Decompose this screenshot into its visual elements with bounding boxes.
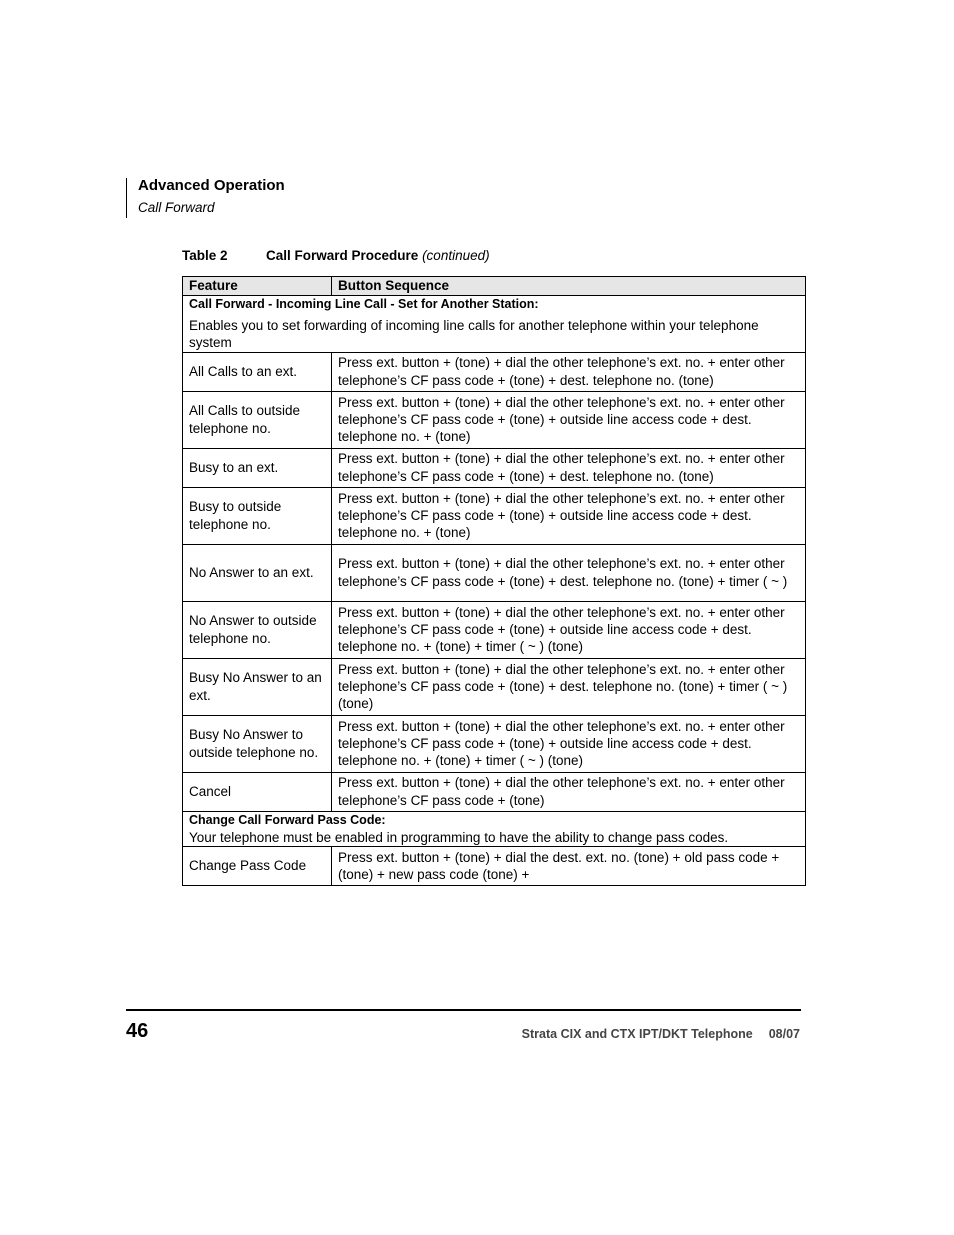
feature-cell: Busy to an ext. — [183, 448, 332, 487]
table-row — [183, 391, 806, 448]
feature-cell: All Calls to outside telephone no. — [183, 391, 332, 448]
table-row — [183, 772, 806, 811]
column-header-feature: Feature — [183, 277, 332, 296]
table-row — [183, 487, 806, 544]
section-cell — [183, 296, 806, 353]
feature-cell: Busy to outside telephone no. — [183, 487, 332, 544]
sequence-cell: Press ext. button + (tone) + dial the other telephone’s ext. no. + enter other telephone’s CF pass code + (tone) + outside line access code + dest. telephone no. + (tone) + timer ( ~ ) (tone) — [332, 715, 806, 772]
margin-rule — [126, 178, 127, 218]
sequence-cell: Press ext. button + (tone) + dial the other telephone’s ext. no. + enter other telephone’s CF pass code + (tone) + dest. telephone no. (tone) + timer ( ~ ) (tone) — [332, 658, 806, 715]
table-caption — [182, 248, 490, 263]
table-row — [183, 715, 806, 772]
table-row — [183, 544, 806, 601]
sequence-cell: Press ext. button + (tone) + dial the other telephone’s ext. no. + enter other telephone’s CF pass code + (tone) + dest. telephone no. (tone) — [332, 448, 806, 487]
column-header-button-sequence: Button Sequence — [332, 277, 806, 296]
table-row — [183, 847, 806, 886]
table-continued: (continued) — [422, 248, 490, 263]
subsection-title: Call Forward — [138, 200, 215, 215]
table-row — [183, 448, 806, 487]
section-row — [183, 811, 806, 846]
table-row — [183, 352, 806, 391]
sequence-cell: Press ext. button + (tone) + dial the dest. ext. no. (tone) + old pass code + (tone) + new pass code (tone) + — [332, 847, 806, 886]
section-description: Enables you to set forwarding of incoming line calls for another telephone within your telephone system — [189, 318, 759, 351]
feature-cell: No Answer to outside telephone no. — [183, 601, 332, 658]
feature-cell: Busy No Answer to outside telephone no. — [183, 715, 332, 772]
table-number: Table 2 — [182, 248, 228, 263]
sequence-cell: Press ext. button + (tone) + dial the other telephone’s ext. no. + enter other telephone’s CF pass code + (tone) — [332, 772, 806, 811]
table-header-row — [183, 277, 806, 296]
table-row — [183, 658, 806, 715]
section-row — [183, 296, 806, 353]
sequence-cell: Press ext. button + (tone) + dial the other telephone’s ext. no. + enter other telephone’s CF pass code + (tone) + outside line access code + dest. telephone no. + (tone) — [332, 391, 806, 448]
feature-cell: All Calls to an ext. — [183, 352, 332, 391]
section-heading: Call Forward - Incoming Line Call - Set for Another Station: — [189, 297, 539, 311]
section-heading: Change Call Forward Pass Code: — [189, 812, 386, 827]
table-row — [183, 601, 806, 658]
sequence-cell: Press ext. button + (tone) + dial the other telephone’s ext. no. + enter other telephone’s CF pass code + (tone) + outside line access code + dest. telephone no. + (tone) + timer ( ~ ) (tone) — [332, 601, 806, 658]
footer-rule — [126, 1009, 801, 1011]
feature-cell: Cancel — [183, 772, 332, 811]
feature-cell: Busy No Answer to an ext. — [183, 658, 332, 715]
publication-date: 08/07 — [768, 1027, 800, 1041]
footer-text — [522, 1027, 800, 1041]
section-cell — [183, 811, 806, 846]
sequence-cell: Press ext. button + (tone) + dial the other telephone’s ext. no. + enter other telephone’s CF pass code + (tone) + dest. telephone no. (tone) + timer ( ~ ) — [332, 544, 806, 601]
feature-cell: No Answer to an ext. — [183, 544, 332, 601]
sequence-cell: Press ext. button + (tone) + dial the other telephone’s ext. no. + enter other telephone’s CF pass code + (tone) + dest. telephone no. (tone) — [332, 352, 806, 391]
sequence-cell: Press ext. button + (tone) + dial the other telephone’s ext. no. + enter other telephone’s CF pass code + (tone) + outside line access code + dest. telephone no. + (tone) — [332, 487, 806, 544]
table-title: Call Forward Procedure — [266, 248, 419, 263]
product-name: Strata CIX and CTX IPT/DKT Telephone — [521, 1027, 753, 1041]
call-forward-table — [182, 276, 806, 886]
feature-cell: Change Pass Code — [183, 847, 332, 886]
page-number: 46 — [126, 1020, 149, 1042]
section-title: Advanced Operation — [138, 177, 285, 194]
section-description: Your telephone must be enabled in programming to have the ability to change pass codes. — [189, 829, 729, 845]
